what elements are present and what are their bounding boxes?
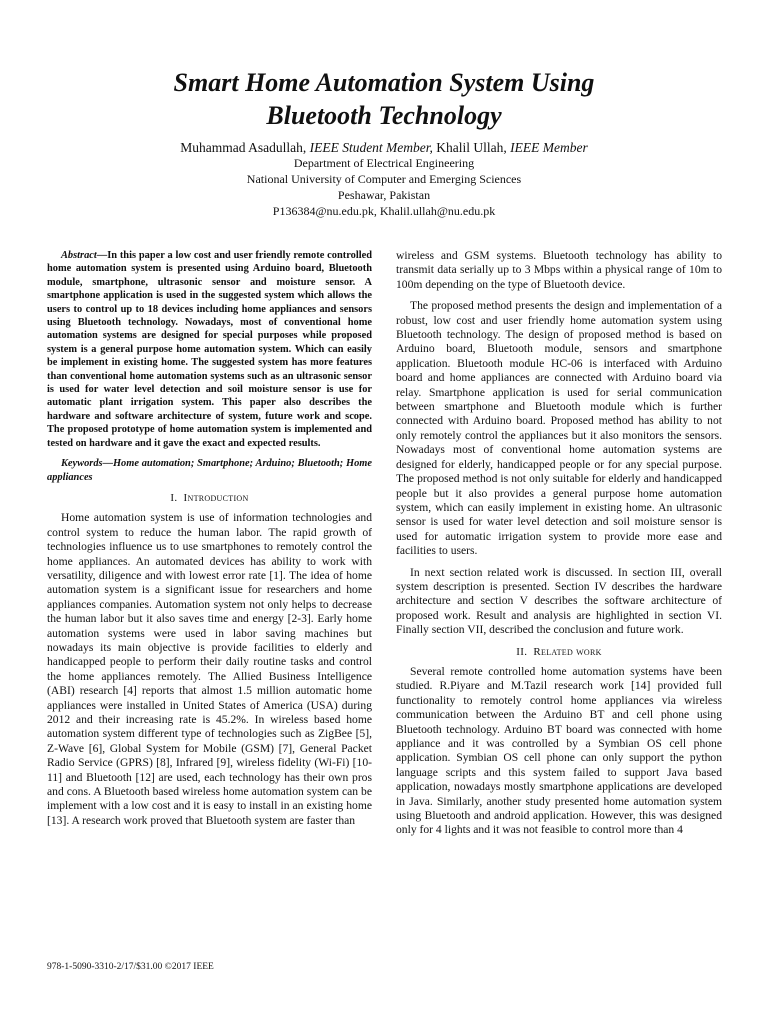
abstract <box>47 249 372 450</box>
affiliation-department: Department of Electrical Engineering <box>293 156 475 170</box>
author-line <box>40 139 728 156</box>
right-paragraph-1: wireless and GSM systems. Bluetooth technology has ability to transmit data serially up to 3 Mbps within a physical range of 10m to 100m depending on the type of Bluetooth device. <box>396 249 722 291</box>
section-2-title: Related work <box>533 645 602 658</box>
right-column <box>396 249 722 845</box>
author-2: Khalil Ullah, <box>432 140 511 155</box>
author-1-role: IEEE Student Member, <box>309 140 433 155</box>
author-1: Muhammad Asadullah, <box>180 140 310 155</box>
section-heading-related-work <box>396 645 722 659</box>
right-paragraph-3: In next section related work is discussed. In section III, overall system description is presented. Section IV describes the hardware architecture and section V describes the software architecture of proposed work. Result and analysis are highlighted in section VI. Finally section VII, described the conclusion and future work. <box>396 565 722 637</box>
author-2-role: IEEE Member <box>510 140 588 155</box>
keywords: Keywords—Home automation; Smartphone; Arduino; Bluetooth; Home appliances <box>47 458 372 483</box>
section-2-number: II. <box>516 645 528 658</box>
title-line-2: Bluetooth Technology <box>266 101 502 130</box>
section-1-title: Introduction <box>183 491 249 504</box>
abstract-text: —In this paper a low cost and user friendly remote controlled home automation system is presented using Arduino board, Bluetooth module, smartphone, ultrasonic sensor and moisture sensor. A smartphone application is used in the suggested system which allows the users to control up to 18 devices including home appliances and sensors using Bluetooth technology. Nowadays, most of conventional home automation systems are designed for special purposes while proposed system is a general purpose home automation system. Which can easily be implement in existing home. The suggested system has more features than conventional home automation systems such as an ultrasonic sensor is used for water level detection and soil moisture sensor is use for automatic plant irrigation system. This paper also describes the hardware and software architecture of system, future work and scope. The proposed prototype of home automation system is implemented and tested on hardware and it gave the exact and expected results. <box>47 250 372 449</box>
section-heading-introduction <box>47 491 372 505</box>
intro-paragraph-1: Home automation system is use of information technologies and control system to reduce the human labor. The rapid growth of technologies influence us to use smartphones to remotely control the home appliances. An automated devices has ability to work with versatility, diligence and with lowest error rate [1]. The idea of home automation system is a significant issue for researchers and home appliances companies. Automation system not only helps to decrease the human labor but it also saves time and energy [2-3]. Early home automation systems were used in labor saving machines but nowadays its main objective is provide facilities to elderly and handicapped people to perform their daily routine tasks and control the home appliances remotely. The Allied Business Intelligence (ABI) research [4] reports that almost 1.5 million automatic home appliances were installed in United States of America (USA) during 2012 and their increasing rate is 45.2%. In wireless based home automation system different type of technologies such as ZigBee [5], Z-Wave [6], Global System for Mobile (GSM) [7], General Packet Radio Service (GPRS) [8], Infrared [9], wireless fidelity (Wi-Fi) [10-11] and Bluetooth [12] are used, each technology has their own pros and cons. A Bluetooth based wireless home automation system can be implement with a low cost and it is easy to install in an existing home [13]. A research work proved that Bluetooth system are faster than <box>47 511 372 827</box>
abstract-lead: Abstract <box>61 250 97 261</box>
affiliation-location: Peshawar, Pakistan <box>337 188 431 202</box>
right-paragraph-2: The proposed method presents the design and implementation of a robust, low cost and user friendly home automation system using Bluetooth technology. The design of proposed method is based on Arduino board, Bluetooth module, sensors and smartphone application. Bluetooth module HC-06 is interfaced with Arduino board and home appliances are connected with Arduino board via relay. Smartphone application is used for serial communication between smartphone and Bluetooth module which is further connected with Arduino board. Proposed method has ability to not only remotely control the appliances but it also monitors the sensors. Nowadays most of conventional home automation systems are designed for elderly, handicapped people or for any special purpose. The proposed method is not only suitable for elderly and handicapped people but it also provides a general purpose home automation system, which can easily implement in existing home. An ultrasonic sensor is used for water level detection and soil moisture sensor is used for automatic irrigation system to provide more ease and facilities to users. <box>396 299 722 558</box>
copyright-footer: 978-1-5090-3310-2/17/$31.00 ©2017 IEEE <box>47 962 214 972</box>
affiliation-university: National University of Computer and Emerging Sciences <box>246 172 522 186</box>
affiliation-emails: P136384@nu.edu.pk, Khalil.ullah@nu.edu.pk <box>272 204 496 218</box>
section-1-number: I. <box>170 491 178 504</box>
paper-title <box>40 66 728 132</box>
affiliation-block <box>40 155 728 219</box>
left-column <box>47 249 372 835</box>
related-paragraph-1: Several remote controlled home automation systems have been studied. R.Piyare and M.Tazil research work [14] provided full functionality to remotely control home appliances via wireless communication between the Arduino BT and cell phone using Bluetooth technology. Arduino BT board was connected with home appliance and it was controlled by a Symbian OS cell phone application. Symbian OS cell phone can only support the python language scripts and this system failed to support Java based application, nowadays mostly smartphone applications are developed in Java. Similarly, another study presented home automation system using Bluetooth and android application. However, this was designed only for 4 lights and it was not feasible to control more than 4 <box>396 664 722 837</box>
title-line-1: Smart Home Automation System Using <box>173 68 595 97</box>
